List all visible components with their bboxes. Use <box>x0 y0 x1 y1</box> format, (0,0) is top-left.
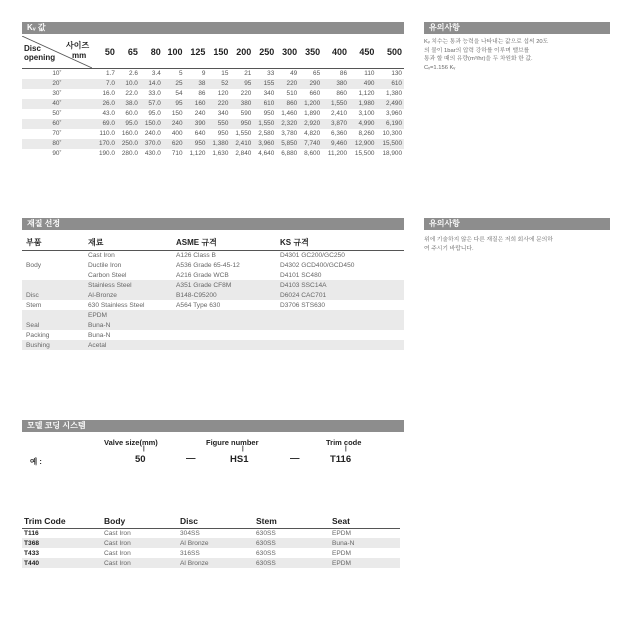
trim-cell-disc: 316SS <box>180 549 200 557</box>
trim-col-body: Body <box>102 514 178 528</box>
kv-value-cell: 150 <box>171 110 183 117</box>
kv-angle-cell: 70˚ <box>52 130 62 137</box>
note-line: 위에 기술하지 않은 다른 재질은 저희 회사에 문의하 <box>424 237 553 243</box>
materials-row <box>22 310 404 320</box>
materials-cell-ks <box>276 310 404 320</box>
kv-corner-disc-label: Disc <box>24 44 41 53</box>
trim-cell-disc: Al Bronze <box>178 558 254 568</box>
note2-text <box>424 236 614 253</box>
kv-value-cell: 18,900 <box>382 150 402 157</box>
trim-col-seat: Seat <box>330 514 400 528</box>
kv-angle-cell: 40˚ <box>22 99 94 109</box>
kv-corner-opening-label: opening <box>24 53 56 62</box>
model-header: 모델 코딩 시스템 <box>22 420 404 432</box>
kv-size-header: 200 <box>230 36 253 69</box>
kv-value-cell: 69.0 <box>94 119 117 129</box>
kv-value-cell: 130 <box>391 70 402 78</box>
kv-row <box>22 69 404 79</box>
trim-cell-stem: 630SS <box>254 558 330 568</box>
kv-value-cell: 2,840 <box>235 150 252 157</box>
trim-col-disc: Disc <box>178 514 254 528</box>
kv-value-cell: 65 <box>313 70 321 78</box>
kv-value-cell: 3,100 <box>358 110 375 117</box>
materials-col-part: 부품 <box>22 236 84 250</box>
trim-row <box>22 558 400 568</box>
trim-cell-code: T116 <box>24 529 39 537</box>
materials-row <box>22 290 404 300</box>
materials-cell-part: Packing <box>26 331 50 339</box>
kv-value-cell: 1,120 <box>189 150 206 157</box>
materials-cell-asme <box>172 310 276 320</box>
kv-value-cell: 38 <box>185 79 208 89</box>
kv-row <box>22 129 404 139</box>
kv-value-cell: 1,120 <box>358 90 375 97</box>
trim-cell-seat: EPDM <box>330 558 400 568</box>
kv-value-cell: 4,990 <box>349 119 376 129</box>
materials-cell-asme: A126 Class B <box>176 251 216 259</box>
kv-value-cell: 57.0 <box>140 99 163 109</box>
kv-angle-cell: 20˚ <box>22 79 94 89</box>
trim-cell-stem: 630SS <box>254 538 330 548</box>
kv-value-cell: 950 <box>217 130 229 137</box>
materials-cell-part <box>22 280 84 290</box>
kv-value-cell: 220 <box>240 90 252 97</box>
kv-value-cell: 22.0 <box>125 90 138 97</box>
materials-cell-asme <box>172 340 276 350</box>
materials-cell-asme: A564 Type 630 <box>176 301 221 309</box>
kv-value-cell: 155 <box>253 79 276 89</box>
kv-angle-cell: 30˚ <box>52 90 62 97</box>
kv-value-cell: 370.0 <box>140 139 163 149</box>
kv-value-cell: 52 <box>207 79 230 89</box>
materials-cell-part: Disc <box>22 290 84 300</box>
trim-row <box>22 538 400 548</box>
kv-value-cell: 950 <box>263 110 275 117</box>
materials-cell-part: Bushing <box>22 340 84 350</box>
kv-value-cell: 15,500 <box>354 150 375 157</box>
kv-value-cell: 860 <box>276 99 299 109</box>
trim-cell-body: Cast Iron <box>104 549 131 557</box>
kv-value-cell: 7,740 <box>299 139 322 149</box>
kv-value-cell: 2,920 <box>299 119 322 129</box>
trim-cell-body: Cast Iron <box>104 529 131 537</box>
note-line: Kᵥ 치수는 통과 능력을 나타내는 값으로 섭씨 20도 <box>424 39 549 45</box>
kv-value-cell: 21 <box>244 70 252 78</box>
kv-value-cell: 1,630 <box>212 150 229 157</box>
trim-cell-stem: 630SS <box>256 529 276 537</box>
kv-value-cell: 9 <box>201 70 206 78</box>
materials-cell-mat: Acetal <box>84 340 172 350</box>
kv-value-cell: 220 <box>276 79 299 89</box>
kv-angle-cell: 60˚ <box>22 119 94 129</box>
kv-value-cell: 860 <box>336 90 347 97</box>
kv-value-cell: 160 <box>185 99 208 109</box>
kv-value-cell: 14.0 <box>140 79 163 89</box>
kv-value-cell: 8,260 <box>358 130 375 137</box>
kv-value-cell: 340 <box>263 90 275 97</box>
materials-cell-part: Stem <box>26 301 42 309</box>
example-label: 예 : <box>30 457 42 466</box>
materials-cell-ks: D4302 GCD400/GCD450 <box>280 261 355 269</box>
kv-value-cell: 150.0 <box>140 119 163 129</box>
kv-angle-cell: 50˚ <box>52 110 62 117</box>
materials-cell-ks: D4103 SSC14A <box>276 280 404 290</box>
kv-value-cell: 3,780 <box>281 130 298 137</box>
kv-value-cell: 9,460 <box>322 139 349 149</box>
materials-row <box>22 260 404 270</box>
kv-value-cell: 190.0 <box>98 150 115 157</box>
kv-size-header: 125 <box>185 36 208 69</box>
valve-size-value: 50 <box>135 454 146 465</box>
kv-value-cell: 6,360 <box>331 130 347 137</box>
materials-cell-mat: Cast Iron <box>88 251 115 259</box>
materials-col-material: 재료 <box>84 236 172 250</box>
kv-value-cell: 220 <box>207 99 230 109</box>
materials-cell-mat: 630 Stainless Steel <box>88 301 145 309</box>
trim-cell-disc: 304SS <box>180 529 200 537</box>
kv-value-cell: 550 <box>207 119 230 129</box>
materials-cell-mat: Buna-N <box>88 331 111 339</box>
trim-code-tick: | <box>345 446 347 452</box>
trim-cell-seat: EPDM <box>332 549 352 557</box>
note-line: Cᵥ=1.156 Kᵥ <box>424 64 456 71</box>
kv-value-cell: 110.0 <box>99 130 115 137</box>
trim-code-value: T116 <box>330 454 352 465</box>
kv-value-cell: 86 <box>198 90 206 97</box>
kv-value-cell: 6,880 <box>281 150 298 157</box>
trim-cell-seat: EPDM <box>332 529 352 537</box>
kv-value-cell: 5 <box>178 70 183 78</box>
kv-size-header: 350 <box>299 36 322 69</box>
materials-row <box>22 330 404 340</box>
kv-value-cell: 1,380 <box>207 139 230 149</box>
materials-cell-asme: A216 Grade WCB <box>176 271 229 279</box>
kv-row <box>22 139 404 149</box>
kv-value-cell: 3,960 <box>386 110 402 117</box>
kv-size-header: 300 <box>276 36 299 69</box>
kv-size-header: 50 <box>94 36 117 69</box>
materials-row <box>22 300 404 310</box>
kv-value-cell: 3,870 <box>322 119 349 129</box>
kv-value-cell: 170.0 <box>94 139 117 149</box>
kv-value-cell: 95 <box>163 99 185 109</box>
kv-size-header: 450 <box>349 36 376 69</box>
kv-value-cell: 620 <box>163 139 185 149</box>
dash-1: — <box>186 453 196 464</box>
materials-cell-ks <box>276 340 404 350</box>
kv-value-cell: 10.0 <box>117 79 140 89</box>
kv-size-header: 250 <box>253 36 276 69</box>
kv-value-cell: 1,460 <box>281 110 298 117</box>
kv-value-cell: 1,890 <box>304 110 321 117</box>
trim-cell-disc: Al Bronze <box>178 538 254 548</box>
kv-value-cell: 26.0 <box>94 99 117 109</box>
materials-col-ks: KS 규격 <box>276 236 404 250</box>
kv-angle-cell: 10˚ <box>52 70 62 78</box>
kv-value-cell: 2,320 <box>276 119 299 129</box>
kv-value-cell: 340 <box>217 110 229 117</box>
trim-col-code: Trim Code <box>22 514 102 528</box>
valve-size-tick: | <box>143 446 145 452</box>
materials-cell-mat: Al-Bronze <box>84 290 172 300</box>
dash-2: — <box>290 453 300 464</box>
kv-value-cell: 15 <box>221 70 229 78</box>
kv-value-cell: 1,550 <box>235 130 252 137</box>
note-line: 통과 할 때의 유량(m³/hr)을 두 차원화 한 값. <box>424 56 533 62</box>
kv-value-cell: 280.0 <box>121 150 138 157</box>
kv-row <box>22 99 404 109</box>
kv-value-cell: 2,490 <box>376 99 404 109</box>
kv-value-cell: 400 <box>171 130 183 137</box>
materials-cell-mat: EPDM <box>84 310 172 320</box>
trim-cell-code: T440 <box>22 558 102 568</box>
note-line: 여 주시기 바랍니다. <box>424 245 474 252</box>
materials-header: 재질 선정 <box>22 218 404 230</box>
kv-size-header: 100 <box>163 36 185 69</box>
trim-cell-code: T433 <box>24 549 40 557</box>
kv-size-header: 400 <box>322 36 349 69</box>
trim-cell-code: T368 <box>22 538 102 548</box>
materials-cell-part <box>22 270 84 280</box>
kv-value-cell: 8,600 <box>304 150 321 157</box>
kv-size-header: 65 <box>117 36 140 69</box>
kv-header: Kᵥ 값 <box>22 22 404 34</box>
trim-col-stem: Stem <box>254 514 330 528</box>
kv-value-cell: 2,580 <box>258 130 275 137</box>
materials-cell-asme <box>172 330 276 340</box>
kv-value-cell: 33.0 <box>148 90 161 97</box>
kv-value-cell: 160.0 <box>121 130 138 137</box>
kv-value-cell: 95.0 <box>117 119 140 129</box>
kv-row <box>22 89 404 99</box>
materials-row <box>22 270 404 280</box>
materials-cell-part: Seal <box>22 320 84 330</box>
kv-value-cell: 710 <box>171 150 183 157</box>
kv-size-header: 150 <box>207 36 230 69</box>
materials-cell-ks: D6024 CAC701 <box>276 290 404 300</box>
kv-value-cell: 510 <box>286 90 298 97</box>
kv-value-cell: 1,550 <box>322 99 349 109</box>
figure-number-value: HS1 <box>230 454 249 465</box>
note-line: 의 물이 1bar의 압력 강하를 이루며 밸브를 <box>424 47 530 54</box>
kv-value-cell: 1.7 <box>106 70 115 78</box>
materials-cell-part <box>22 310 84 320</box>
kv-value-cell: 5,850 <box>276 139 299 149</box>
kv-value-cell: 240 <box>163 119 185 129</box>
materials-row <box>22 280 404 290</box>
kv-value-cell: 380 <box>230 99 253 109</box>
kv-value-cell: 16.0 <box>102 90 115 97</box>
materials-cell-asme <box>172 320 276 330</box>
kv-corner-mm-label: mm <box>72 51 87 60</box>
materials-cell-part: Body <box>26 261 42 269</box>
kv-row <box>22 79 404 89</box>
kv-size-header: 500 <box>376 36 404 69</box>
trim-cell-stem: 630SS <box>256 549 276 557</box>
trim-row <box>22 548 400 558</box>
trim-cell-body: Cast Iron <box>102 558 178 568</box>
materials-cell-part <box>22 250 84 260</box>
kv-value-cell: 11,200 <box>327 150 347 157</box>
kv-value-cell: 490 <box>349 79 376 89</box>
materials-table <box>22 236 404 350</box>
kv-value-cell: 10,300 <box>382 130 402 137</box>
kv-value-cell: 240 <box>194 110 206 117</box>
materials-row <box>22 320 404 330</box>
kv-value-cell: 640 <box>194 130 206 137</box>
kv-value-cell: 2.6 <box>128 70 138 78</box>
materials-cell-mat: Buna-N <box>84 320 172 330</box>
kv-corner-cell <box>22 36 94 69</box>
kv-value-cell: 110 <box>364 70 375 78</box>
materials-cell-asme: A351 Grade CF8M <box>172 280 276 290</box>
materials-cell-mat: Ductile Iron <box>88 261 122 269</box>
kv-value-cell: 240.0 <box>144 130 161 137</box>
materials-row <box>22 340 404 350</box>
kv-value-cell: 2,410 <box>331 110 347 117</box>
kv-value-cell: 33 <box>267 70 275 78</box>
kv-value-cell: 12,900 <box>349 139 376 149</box>
kv-value-cell: 2,410 <box>230 139 253 149</box>
kv-value-cell: 660 <box>309 90 321 97</box>
kv-value-cell: 430.0 <box>144 150 161 157</box>
kv-value-cell: 4,820 <box>304 130 321 137</box>
kv-value-cell: 43.0 <box>102 110 115 117</box>
kv-value-cell: 1,200 <box>299 99 322 109</box>
kv-value-cell: 49 <box>290 70 298 78</box>
kv-value-cell: 950 <box>230 119 253 129</box>
kv-value-cell: 95 <box>230 79 253 89</box>
kv-value-cell: 25 <box>163 79 185 89</box>
kv-value-cell: 86 <box>339 70 347 78</box>
kv-value-cell: 38.0 <box>117 99 140 109</box>
kv-table <box>22 36 404 159</box>
materials-col-asme: ASME 규격 <box>172 236 276 250</box>
kv-size-header: 80 <box>140 36 163 69</box>
kv-value-cell: 95.0 <box>148 110 161 117</box>
materials-cell-ks: D4301 GC200/GC250 <box>280 251 345 259</box>
kv-value-cell: 4,640 <box>258 150 275 157</box>
kv-value-cell: 380 <box>322 79 349 89</box>
kv-value-cell: 290 <box>299 79 322 89</box>
trim-code-table <box>22 514 400 568</box>
trim-row <box>22 528 400 538</box>
materials-cell-asme: B148-C95200 <box>172 290 276 300</box>
kv-value-cell: 390 <box>185 119 208 129</box>
materials-cell-ks <box>276 320 404 330</box>
materials-cell-mat: Carbon Steel <box>88 271 127 279</box>
kv-value-cell: 7.0 <box>94 79 117 89</box>
kv-value-cell: 950 <box>185 139 208 149</box>
kv-value-cell: 1,550 <box>253 119 276 129</box>
kv-value-cell: 590 <box>240 110 252 117</box>
note1-header: 유의사항 <box>424 22 610 34</box>
trim-cell-seat: Buna-N <box>330 538 400 548</box>
figure-number-label: Figure number <box>206 438 259 447</box>
kv-angle-cell: 90˚ <box>52 150 62 157</box>
kv-value-cell: 60.0 <box>125 110 138 117</box>
kv-row <box>22 119 404 129</box>
kv-value-cell: 610 <box>253 99 276 109</box>
figure-number-tick: | <box>242 446 244 452</box>
kv-value-cell: 54 <box>175 90 183 97</box>
materials-cell-ks: D3706 STS630 <box>280 301 326 309</box>
kv-value-cell: 6,190 <box>376 119 404 129</box>
kv-row <box>22 109 404 119</box>
kv-value-cell: 15,500 <box>376 139 404 149</box>
kv-value-cell: 1,980 <box>349 99 376 109</box>
kv-row <box>22 149 404 159</box>
note2-header: 유의사항 <box>424 218 610 230</box>
kv-value-cell: 610 <box>376 79 404 89</box>
materials-row <box>22 250 404 260</box>
trim-cell-body: Cast Iron <box>102 538 178 548</box>
kv-value-cell: 120 <box>217 90 229 97</box>
kv-value-cell: 3.4 <box>151 70 161 78</box>
kv-value-cell: 3,960 <box>253 139 276 149</box>
materials-cell-asme: A536 Grade 65-45-12 <box>176 261 240 269</box>
materials-cell-ks <box>276 330 404 340</box>
materials-cell-ks: D4101 SC480 <box>280 271 322 279</box>
kv-value-cell: 1,380 <box>386 90 402 97</box>
kv-corner-size-label: 사이즈 <box>66 41 90 50</box>
kv-value-cell: 250.0 <box>117 139 140 149</box>
note1-text <box>424 38 614 72</box>
trim-code-label: Trim code <box>326 438 362 447</box>
kv-angle-cell: 80˚ <box>22 139 94 149</box>
materials-cell-mat: Stainless Steel <box>84 280 172 290</box>
valve-size-label: Valve size(mm) <box>104 438 158 447</box>
